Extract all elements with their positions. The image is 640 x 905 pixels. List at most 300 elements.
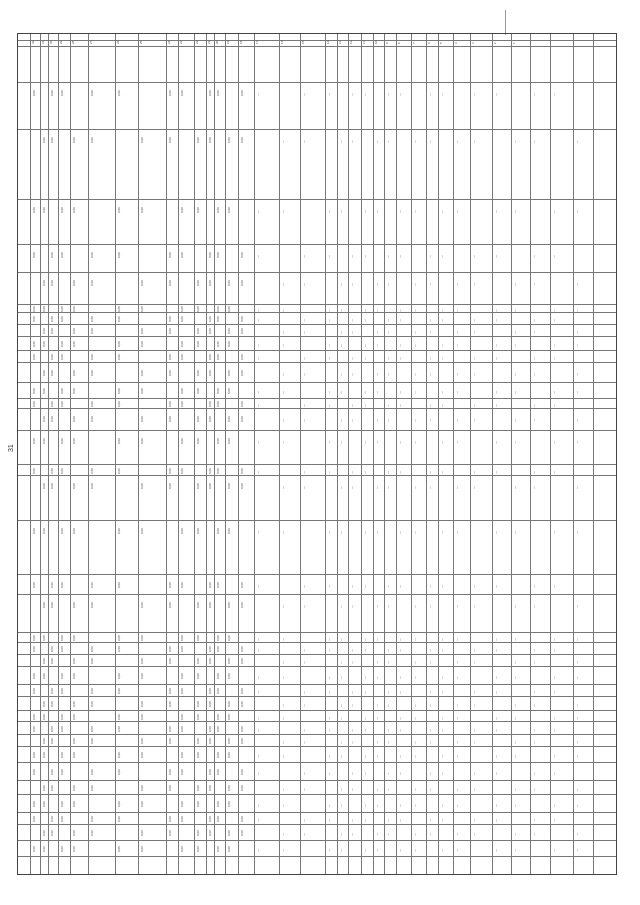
table-cell-value: —	[455, 755, 459, 758]
table-cell-value: —	[428, 661, 432, 664]
table-cell-value: —	[398, 309, 402, 312]
table-cell-value: —	[494, 441, 498, 444]
table-cell-value: 0,00	[117, 306, 121, 312]
table-cell-value: 0,00	[42, 528, 46, 534]
table-cell-value: 0,00	[240, 354, 244, 360]
table-cell-value: 0,00	[240, 483, 244, 489]
table-cell-value: 0,00	[72, 416, 76, 422]
table-cell-value: —	[350, 373, 354, 376]
table-cell-value: 0,00	[117, 388, 121, 394]
table-cell-value: 0,00	[60, 341, 64, 347]
table-cell-value: 0,00	[72, 830, 76, 836]
table-cell-value: 0,00	[196, 137, 200, 143]
table-cell-value: 0,00	[60, 388, 64, 394]
table-cell-value: —	[363, 309, 367, 312]
table-cell-value: —	[256, 649, 260, 652]
table-cell-value: —	[455, 741, 459, 744]
table-cell-value: —	[398, 638, 402, 641]
table-cell-value: —	[513, 676, 517, 679]
table-cell-value: 0,00	[208, 769, 212, 775]
table-cell-value: —	[413, 661, 417, 664]
table-cell-value: —	[386, 331, 390, 334]
column-divider	[214, 34, 215, 874]
table-cell-value: 0,00	[90, 370, 94, 376]
row-divider	[18, 856, 616, 857]
table-cell-value: —	[494, 691, 498, 694]
table-cell-value: 0,00	[32, 725, 36, 732]
table-cell-value: 0,00	[42, 635, 46, 641]
table-cell-value: 0,00	[227, 528, 231, 534]
table-cell-value: —	[472, 357, 476, 360]
table-cell-value: —	[339, 210, 343, 213]
table-cell-value: —	[327, 93, 331, 96]
table-cell-value: —	[440, 649, 444, 652]
table-cell-value: 0,00	[117, 401, 121, 407]
table-cell-value: 0,00	[240, 701, 244, 707]
table-cell-value: 0,00	[140, 846, 144, 852]
table-cell-value: 0,00	[60, 582, 64, 588]
table-cell-value: —	[575, 849, 579, 852]
column-number: 29	[59, 40, 63, 44]
table-cell-value: 0,00	[227, 207, 231, 213]
row-divider	[18, 824, 616, 825]
table-cell-value: —	[513, 309, 517, 312]
table-cell-value: —	[363, 772, 367, 775]
table-cell-value: —	[472, 255, 476, 258]
table-cell-value: —	[256, 772, 260, 775]
table-cell-value: 0,00	[72, 370, 76, 376]
table-cell-value: —	[455, 140, 459, 143]
table-cell-value: 0,00	[50, 483, 54, 489]
table-cell-value: —	[339, 486, 343, 489]
corner-mark	[505, 10, 506, 35]
table-cell-value: 0,00	[196, 830, 200, 836]
table-cell-value: 0,00	[140, 280, 144, 286]
table-cell-value: 0,00	[240, 467, 244, 474]
table-cell-value: —	[386, 319, 390, 322]
column-divider	[438, 34, 439, 874]
table-cell-value: —	[256, 470, 260, 474]
column-divider	[325, 34, 326, 874]
table-cell-value: 0,00	[50, 316, 54, 322]
column-number: 25	[139, 40, 143, 44]
table-cell-value: 0,00	[42, 438, 46, 444]
table-cell-value: —	[552, 210, 556, 213]
table-cell-value: 0,00	[180, 646, 184, 652]
row-divider	[18, 746, 616, 747]
table-cell-value: —	[302, 649, 306, 652]
table-cell-value: —	[386, 93, 390, 96]
table-cell-value: —	[281, 140, 285, 143]
table-cell-value: —	[413, 391, 417, 394]
table-cell-value: —	[375, 419, 379, 422]
column-number: 14	[326, 40, 330, 44]
table-cell-value: 0,00	[72, 328, 76, 334]
table-cell-value: —	[413, 344, 417, 347]
table-cell-value: —	[513, 344, 517, 347]
table-cell-value: 0,00	[168, 252, 172, 258]
table-cell-value: —	[494, 344, 498, 347]
table-cell-value: 0,00	[42, 137, 46, 143]
table-cell-value: —	[339, 716, 343, 720]
table-cell-value: —	[552, 585, 556, 588]
table-cell-value: —	[327, 357, 331, 360]
table-cell-value: —	[327, 531, 331, 534]
table-cell-value: 0,00	[72, 752, 76, 758]
table-cell-value: 0,00	[42, 658, 46, 664]
table-cell-value: —	[532, 605, 536, 608]
table-cell-value: 0,00	[140, 388, 144, 394]
table-cell-value: —	[256, 344, 260, 347]
table-cell-value: —	[455, 716, 459, 720]
table-cell-value: 0,00	[216, 438, 220, 444]
table-cell-value: —	[472, 728, 476, 732]
table-cell-value: 0,00	[60, 725, 64, 732]
table-cell-value: 0,00	[240, 725, 244, 732]
table-cell-value: 0,00	[180, 635, 184, 641]
table-cell-value: —	[339, 531, 343, 534]
table-cell-value: 0,00	[32, 438, 36, 444]
table-cell-value: 0,00	[196, 701, 200, 707]
table-cell-value: —	[327, 319, 331, 322]
table-cell-value: —	[513, 283, 517, 286]
table-cell-value: —	[472, 772, 476, 775]
table-cell-value: 0,00	[168, 90, 172, 96]
table-cell-value: —	[339, 755, 343, 758]
table-cell-value: —	[532, 649, 536, 652]
table-cell-value: 0,00	[168, 769, 172, 775]
table-cell-value: 0,00	[60, 635, 64, 641]
table-cell-value: —	[327, 344, 331, 347]
table-cell-value: —	[281, 755, 285, 758]
table-cell-value: 0,00	[216, 646, 220, 652]
table-cell-value: —	[494, 93, 498, 96]
table-cell-value: —	[350, 704, 354, 707]
table-cell-value: —	[350, 93, 354, 96]
table-cell-value: 0,00	[50, 738, 54, 744]
document-table	[17, 33, 617, 875]
table-cell-value: —	[440, 404, 444, 407]
table-cell-value: —	[375, 804, 379, 807]
table-cell-value: —	[327, 210, 331, 213]
table-cell-value: —	[350, 661, 354, 664]
table-cell-value: —	[413, 531, 417, 534]
table-cell-value: —	[256, 357, 260, 360]
table-cell-value: —	[513, 716, 517, 720]
table-cell-value: 0,00	[168, 401, 172, 407]
table-cell-value: —	[375, 344, 379, 347]
table-cell-value: —	[440, 772, 444, 775]
table-cell-value: 0,00	[168, 738, 172, 744]
table-cell-value: —	[256, 849, 260, 852]
table-cell-value: —	[386, 728, 390, 732]
table-cell-value: —	[350, 788, 354, 791]
table-cell-value: —	[386, 486, 390, 489]
table-cell-value: 0,00	[168, 785, 172, 791]
table-cell-value: —	[575, 788, 579, 791]
table-cell-value: 0,00	[50, 280, 54, 286]
column-number: 21	[207, 40, 211, 44]
table-cell-value: —	[339, 140, 343, 143]
column-number: 8	[397, 42, 401, 44]
table-cell-value: 0,00	[72, 846, 76, 852]
table-cell-value: —	[494, 716, 498, 720]
table-cell-value: 0,00	[240, 401, 244, 407]
table-cell-value: —	[302, 357, 306, 360]
table-cell-value: 0,00	[140, 673, 144, 679]
table-cell-value: 0,00	[180, 467, 184, 474]
table-cell-value: —	[302, 319, 306, 322]
column-divider	[348, 34, 349, 874]
table-cell-value: 0,00	[72, 483, 76, 489]
table-cell-value: 0,00	[60, 207, 64, 213]
table-cell-value: —	[398, 210, 402, 213]
table-cell-value: —	[302, 331, 306, 334]
table-cell-value: —	[350, 833, 354, 836]
table-cell-value: —	[575, 391, 579, 394]
table-cell-value: —	[350, 691, 354, 694]
table-cell-value: 0,00	[180, 207, 184, 213]
table-cell-value: —	[575, 441, 579, 444]
table-cell-value: —	[552, 849, 556, 852]
table-cell-value: 0,00	[72, 438, 76, 444]
table-cell-value: 0,00	[196, 416, 200, 422]
table-cell-value: 0,00	[196, 438, 200, 444]
table-cell-value: —	[386, 833, 390, 836]
column-number: 20	[215, 40, 219, 44]
table-cell-value: 0,00	[42, 673, 46, 679]
table-cell-value: —	[256, 309, 260, 312]
table-cell-value: —	[575, 676, 579, 679]
table-cell-value: —	[281, 419, 285, 422]
table-cell-value: 0,00	[227, 801, 231, 807]
table-cell-value: 0,00	[90, 816, 94, 822]
table-cell-value: 0,00	[32, 846, 36, 852]
table-cell-value: 0,00	[240, 816, 244, 822]
table-cell-value: 0,00	[32, 401, 36, 407]
row-divider	[18, 199, 616, 200]
table-cell-value: —	[398, 849, 402, 852]
table-cell-value: 0,00	[32, 752, 36, 758]
table-cell-value: —	[413, 849, 417, 852]
table-cell-value: 0,00	[60, 846, 64, 852]
table-cell-value: 0,00	[42, 785, 46, 791]
table-cell-value: —	[428, 649, 432, 652]
table-cell-value: 0,00	[140, 738, 144, 744]
table-cell-value: —	[256, 531, 260, 534]
table-cell-value: 0,00	[240, 602, 244, 608]
column-divider	[396, 34, 397, 874]
column-number: 16	[280, 40, 284, 44]
table-cell-value: 0,00	[140, 341, 144, 347]
table-cell-value: —	[386, 788, 390, 791]
table-cell-value: —	[302, 93, 306, 96]
table-cell-value: —	[428, 357, 432, 360]
table-cell-value: 0,00	[208, 602, 212, 608]
row-divider	[18, 244, 616, 245]
table-cell-value: —	[256, 210, 260, 213]
table-cell-value: —	[428, 419, 432, 422]
table-cell-value: —	[398, 772, 402, 775]
table-cell-value: —	[532, 419, 536, 422]
table-cell-value: —	[472, 283, 476, 286]
table-cell-value: 0,00	[117, 635, 121, 641]
row-divider	[18, 336, 616, 337]
table-cell-value: —	[327, 649, 331, 652]
table-cell-value: —	[428, 404, 432, 407]
table-cell-value: 0,00	[60, 816, 64, 822]
table-cell-value: —	[386, 255, 390, 258]
table-cell-value: —	[472, 605, 476, 608]
table-cell-value: —	[575, 283, 579, 286]
table-cell-value: 0,00	[60, 316, 64, 322]
table-cell-value: —	[386, 649, 390, 652]
table-cell-value: 0,00	[168, 316, 172, 322]
table-cell-value: —	[398, 441, 402, 444]
table-cell-value: 0,00	[90, 316, 94, 322]
table-cell-value: 0,00	[50, 328, 54, 334]
table-cell-value: —	[575, 331, 579, 334]
table-cell-value: 0,00	[90, 280, 94, 286]
table-cell-value: —	[513, 419, 517, 422]
table-cell-value: 0,00	[42, 328, 46, 334]
table-cell-value: 0,00	[140, 635, 144, 641]
column-number: 18	[239, 40, 243, 44]
table-cell-value: 0,00	[180, 769, 184, 775]
table-cell-value: —	[472, 661, 476, 664]
table-cell-value: —	[375, 605, 379, 608]
column-divider	[40, 34, 41, 874]
table-cell-value: 0,00	[117, 582, 121, 588]
table-cell-value: —	[440, 716, 444, 720]
table-cell-value: —	[494, 772, 498, 775]
table-cell-value: —	[281, 704, 285, 707]
table-cell-value: —	[413, 140, 417, 143]
column-divider	[166, 34, 167, 874]
table-cell-value: —	[281, 309, 285, 312]
table-cell-value: 0,00	[42, 370, 46, 376]
table-cell-value: 0,00	[168, 416, 172, 422]
table-cell-value: 0,00	[72, 658, 76, 664]
table-cell-value: —	[339, 676, 343, 679]
table-cell-value: 0,00	[180, 90, 184, 96]
table-cell-value: —	[552, 755, 556, 758]
column-number: 27	[89, 40, 93, 44]
table-cell-value: 0,00	[90, 416, 94, 422]
table-cell-value: 0,00	[72, 388, 76, 394]
table-cell-value: 0,00	[227, 602, 231, 608]
table-cell-value: —	[363, 210, 367, 213]
table-cell-value: 0,00	[72, 137, 76, 143]
table-cell-value: 0,00	[216, 341, 220, 347]
table-cell-value: 0,00	[227, 483, 231, 489]
table-cell-value: —	[386, 404, 390, 407]
table-cell-value: —	[281, 833, 285, 836]
table-cell-value: —	[398, 531, 402, 534]
table-cell-value: 0,00	[240, 328, 244, 334]
table-cell-value: 0,00	[90, 137, 94, 143]
table-cell-value: —	[398, 255, 402, 258]
column-divider	[373, 34, 374, 874]
table-cell-value: 0,00	[216, 306, 220, 312]
table-cell-value: —	[363, 344, 367, 347]
table-cell-value: —	[256, 716, 260, 720]
table-cell-value: 0,00	[140, 528, 144, 534]
table-cell-value: —	[513, 605, 517, 608]
table-cell-value: —	[428, 373, 432, 376]
table-cell-value: —	[363, 728, 367, 732]
table-cell-value: —	[552, 772, 556, 775]
table-cell-value: —	[532, 140, 536, 143]
table-cell-value: 0,00	[196, 602, 200, 608]
table-cell-value: —	[532, 470, 536, 474]
table-cell-value: —	[494, 404, 498, 407]
table-cell-value: 0,00	[196, 280, 200, 286]
table-cell-value: —	[552, 728, 556, 732]
table-cell-value: —	[575, 210, 579, 213]
column-divider	[30, 34, 31, 874]
table-cell-value: —	[327, 772, 331, 775]
table-cell-value: 0,00	[42, 207, 46, 213]
table-cell-value: —	[455, 531, 459, 534]
table-cell-value: 0,00	[50, 416, 54, 422]
table-cell-value: 0,00	[216, 207, 220, 213]
table-cell-value: —	[302, 486, 306, 489]
table-cell-value: 0,00	[216, 846, 220, 852]
row-divider	[18, 464, 616, 465]
table-cell-value: 0,00	[42, 830, 46, 836]
table-cell-value: —	[302, 585, 306, 588]
table-cell-value: —	[398, 391, 402, 394]
table-cell-value: 0,00	[208, 785, 212, 791]
table-cell-value: 0,00	[240, 137, 244, 143]
table-cell-value: —	[440, 819, 444, 822]
table-cell-value: 0,00	[90, 602, 94, 608]
table-cell-value: —	[386, 140, 390, 143]
table-cell-value: —	[440, 391, 444, 394]
table-cell-value: 0,00	[168, 137, 172, 143]
table-cell-value: —	[256, 804, 260, 807]
table-cell-value: 0,00	[32, 90, 36, 96]
table-cell-value: 0,00	[32, 769, 36, 775]
table-cell-value: —	[281, 391, 285, 394]
table-cell-value: —	[455, 441, 459, 444]
table-cell-value: —	[375, 849, 379, 852]
table-cell-value: 0,00	[216, 801, 220, 807]
table-cell-value: 0,00	[196, 752, 200, 758]
table-cell-value: —	[575, 419, 579, 422]
column-number: 13	[338, 40, 342, 44]
table-cell-value: —	[375, 661, 379, 664]
table-cell-value: —	[428, 728, 432, 732]
table-cell-value: —	[513, 373, 517, 376]
table-cell-value: —	[513, 704, 517, 707]
table-cell-value: —	[428, 331, 432, 334]
table-cell-value: —	[428, 283, 432, 286]
table-cell-value: 0,00	[216, 635, 220, 641]
table-cell-value: —	[575, 373, 579, 376]
table-cell-value: —	[375, 309, 379, 312]
table-cell-value: —	[413, 486, 417, 489]
table-cell-value: —	[339, 849, 343, 852]
table-cell-value: 0,00	[227, 341, 231, 347]
table-cell-value: 0,00	[117, 725, 121, 732]
table-cell-value: —	[472, 373, 476, 376]
table-cell-value: 0,00	[117, 816, 121, 822]
column-number: 4	[454, 42, 458, 44]
table-cell-value: 0,00	[208, 401, 212, 407]
column-divider	[254, 34, 255, 874]
